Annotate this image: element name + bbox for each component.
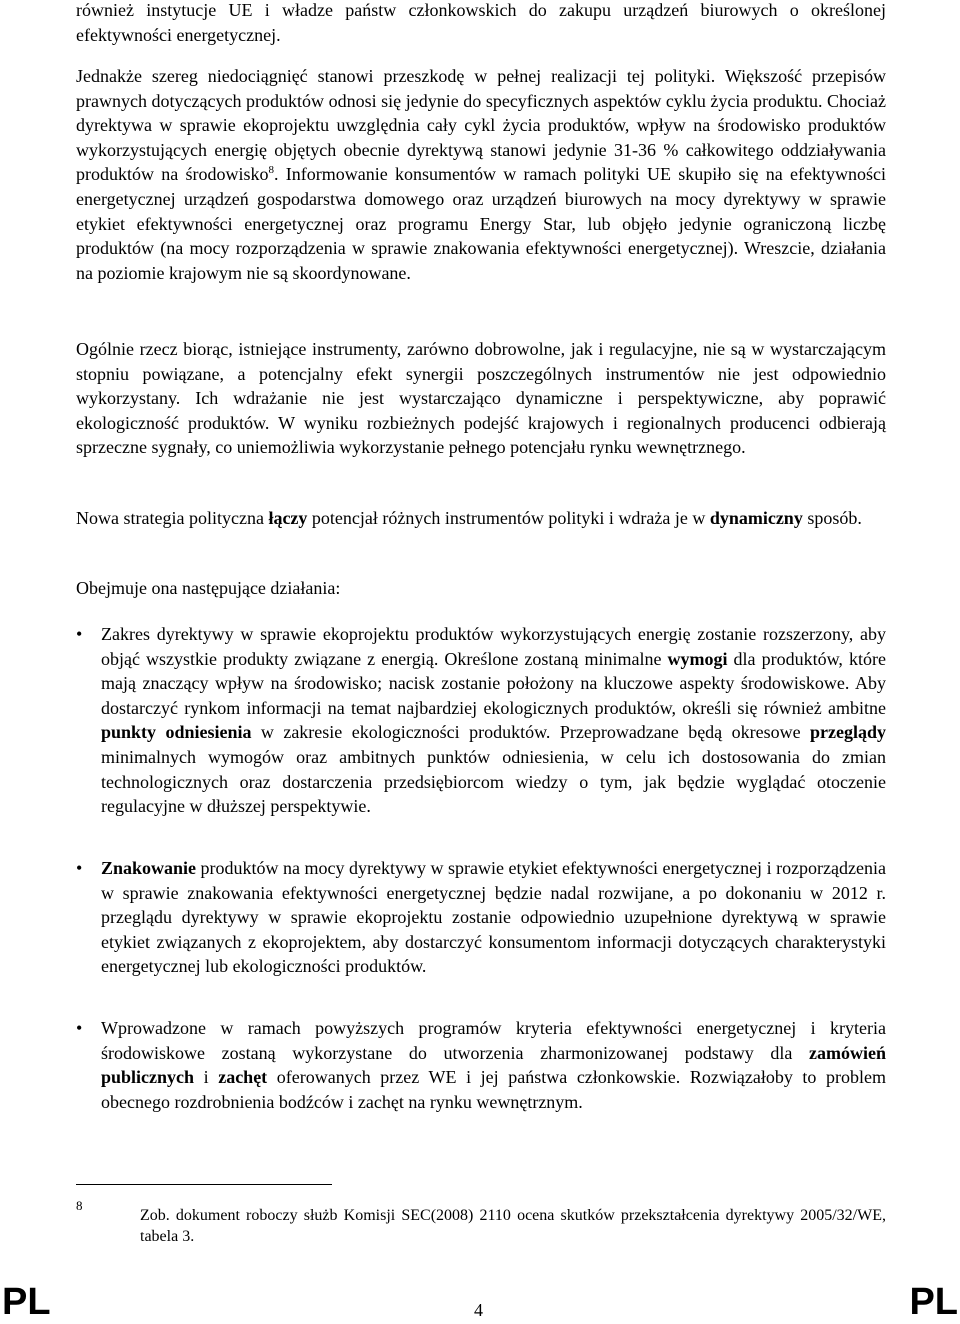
bold-zamowien-publicznych: zamówień publicznych	[101, 1042, 886, 1088]
paragraph-4	[76, 506, 886, 531]
bold-punkty-odniesienia: punkty odniesienia	[101, 722, 252, 743]
bullet-2-text-2: produktów na mocy dyrektywy w sprawie etykiet efektywności energetycznej i rozporządzenia w sprawie znakowania efektywności energetycznej będzie nadal rozwijane, a po dokonaniu w 2012 r. przeglądu dyrektywy w sprawie ekoprojektu zostanie odpowiednio uzupełnione dyrektywą w sprawie etykiet związanych z ekoprojektem, aby dostarczyć konsumentom informacji dotyczących charakterystyki energetycznej lub ekologiczności produktów.	[101, 858, 886, 977]
bullet-3-text-5: oferowanych przez WE i jej państwa członkowskie. Rozwiązałoby to problem obecnego rozdrobnienia bodźców i zachęt na rynku wewnętrznym.	[101, 1067, 886, 1112]
paragraph-4-text-a: Nowa strategia polityczna	[76, 508, 269, 528]
list-item	[76, 1016, 886, 1114]
bullet-3-text-1: Wprowadzone w ramach powyższych programów kryteria efektywności energetycznej i kryteria środowiskowe zostaną wykorzystane do utworzenia zharmonizowanej podstawy dla	[101, 1018, 886, 1063]
bold-znakowanie: Znakowanie	[101, 858, 197, 878]
bullet-1-text-3: dla produktów, które mają znaczący wpływ na środowisko; nacisk zostanie położony na kluczowe aspekty środowiskowe. Aby dostarczyć rynkom informacji na temat najbardziej ekologicznych produktów, określi się również ambitne	[101, 648, 886, 718]
footer-language-right: PL	[909, 1281, 958, 1323]
footnote-reference[interactable]: 8	[268, 164, 275, 177]
paragraph-3	[76, 337, 886, 460]
footer-language-left: PL	[2, 1281, 51, 1323]
bullet-list-3	[76, 1016, 886, 1114]
paragraph-1	[76, 0, 886, 47]
page-number: 4	[474, 1300, 483, 1320]
paragraph-4-text-e: sposób.	[802, 508, 862, 528]
bold-zachet: zachęt	[218, 1067, 268, 1088]
paragraph-3-text: Ogólnie rzecz biorąc, istniejące instrumenty, zarówno dobrowolne, jak i regulacyjne, nie są w wystarczającym stopniu powiązane, a potencjalny efekt synergii poszczególnych instrumentów nie jest odpowiednio wykorzystany. Ich wdrażanie nie jest wystarczająco dynamiczne i perspektywiczne, aby poprawić ekologiczność produktów. W wyniku rozbieżnych podejść krajowych i regionalnych producenci odbierają sprzeczne sygnały, co uniemożliwia wykorzystanie pełnego potencjału rynku wewnętrznego.	[76, 339, 886, 458]
bullet-1-text-7: minimalnych wymogów oraz ambitnych punktów odniesienia, w celu ich dostosowania do zmian technologicznych oraz dostarczenia przedsiębiorcom wiedzy o tym, jak będzie wyglądać otoczenie regulacyjne w dłuższej perspektywie.	[101, 746, 886, 817]
paragraph-2-text-b: . Informowanie konsumentów w ramach polityki UE skupiło się na efektywności energetycznej urządzeń gospodarstwa domowego oraz urządzeń biurowych na mocy dyrektywy w sprawie etykiet efektywności energetycznej oraz programu Energy Star, lub objęło jedynie ograniczoną liczbę produktów (na mocy rozporządzenia w sprawie znakowania efektywności energetycznej). Wreszcie, działania na poziomie krajowym nie są skoordynowane.	[76, 164, 886, 283]
paragraph-4-text-c: potencjał różnych instrumentów polityki i wdraża je w	[307, 508, 710, 528]
footnote-text: Zob. dokument roboczy służb Komisji SEC(2008) 2110 ocena skutków przekształcenia dyrektywy 2005/32/WE, tabela 3.	[140, 1207, 886, 1245]
paragraph-1-text: również instytucje UE i władze państw członkowskich do zakupu urządzeń biurowych o określonej efektywności energetycznej.	[76, 0, 886, 45]
paragraph-5	[76, 576, 886, 601]
bold-wymogi: wymogi	[667, 648, 728, 669]
bullet-1-text-5: w zakresie ekologiczności produktów. Przeprowadzane będą okresowe	[251, 722, 810, 743]
footnote-number: 8	[76, 1198, 83, 1213]
bullet-3-text-3: i	[194, 1067, 219, 1088]
bold-laczy: łączy	[268, 508, 308, 528]
list-item	[76, 622, 886, 819]
bullet-list-2	[76, 856, 886, 979]
bullet-icon: •	[76, 624, 83, 644]
paragraph-5-text: Obejmuje ona następujące działania:	[76, 578, 341, 598]
list-item	[76, 856, 886, 979]
bullet-icon: •	[76, 1018, 83, 1038]
paragraph-2	[76, 64, 886, 285]
paragraph-2-text-a: Jednakże szereg niedociągnięć stanowi przeszkodę w pełnej realizacji tej polityki. Większość przepisów prawnych dotyczących produktów odnosi się jedynie do specyficznych aspektów cyklu życia produktu. Chociaż dyrektywa w sprawie ekoprojektu uwzględnia cały cykl życia produktów, wpływ na środowisko produktów wykorzystujących energię objętych obecnie dyrektywą stanowi jedynie 31-36 % całkowitego oddziaływania produktów na środowisko	[76, 66, 886, 185]
bold-dynamiczny: dynamiczny	[709, 508, 803, 528]
bullet-list-1	[76, 622, 886, 819]
bullet-1-text-1: Zakres dyrektywy w sprawie ekoprojektu produktów wykorzystujących energię zostanie rozszerzony, aby objąć wszystkie produkty związane z energią. Określone zostaną minimalne	[101, 624, 886, 669]
bullet-icon: •	[76, 858, 83, 878]
footnote-separator	[76, 1184, 332, 1185]
bold-przeglady: przeglądy	[810, 722, 886, 743]
